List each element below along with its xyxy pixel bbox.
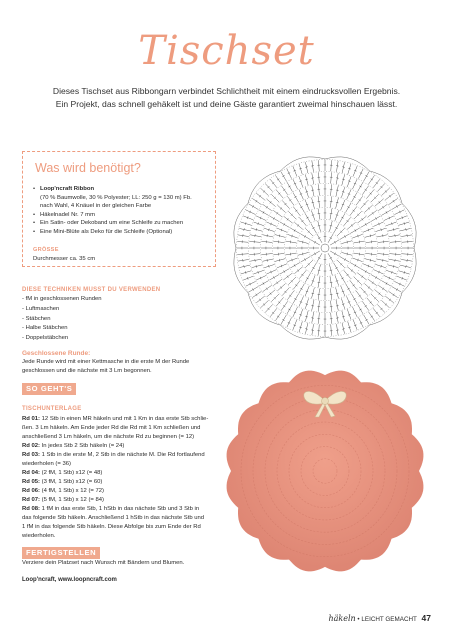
footer-section: LEICHT GEMACHT bbox=[361, 616, 417, 623]
round-instruction bbox=[22, 523, 226, 532]
round-label: Rd 06: bbox=[22, 488, 42, 494]
round-text: (5 fM, 1 Stb) x 12 (= 84) bbox=[41, 497, 105, 503]
round-label: Rd 05: bbox=[22, 479, 42, 485]
round-text: (2 fM, 1 Stb) x12 (= 48) bbox=[41, 470, 103, 476]
round-instruction bbox=[22, 451, 226, 460]
round-label: Rd 02: bbox=[22, 443, 42, 449]
page-number: 47 bbox=[421, 613, 431, 623]
placemat-photo bbox=[222, 353, 428, 573]
round-label: Rd 01: bbox=[22, 416, 42, 422]
finishing-text: Verziere dein Platzset nach Wunsch mit Bändern und Blumen. bbox=[22, 560, 185, 566]
intro-line: Dieses Tischset aus Ribbongarn verbindet Schlichtheit mit einem eindrucksvollen Ergebnis. bbox=[52, 86, 401, 96]
round-instruction bbox=[22, 415, 226, 424]
round-text: (4 fM, 1 Stb) x 12 (= 72) bbox=[41, 488, 105, 494]
round-text: anschließend 3 Lm häkeln, um die nächste Rd zu beginnen (= 12) bbox=[22, 434, 195, 440]
closed-rounds-heading: Geschlossene Runde: bbox=[22, 350, 91, 357]
round-instruction bbox=[22, 496, 226, 505]
materials-item-yarn-detail: (70 % Baumwolle, 30 % Polyester; LL: 250 g = 130 m) Fb. bbox=[40, 194, 192, 201]
round-text: wiederholen (= 36) bbox=[22, 461, 71, 467]
round-label: Rd 04: bbox=[22, 470, 42, 476]
techniques-section bbox=[22, 286, 226, 344]
finishing-label: FERTIGSTELLEN bbox=[22, 547, 100, 559]
materials-item-hook: • Häkelnadel Nr. 7 mm bbox=[33, 211, 211, 220]
materials-item-yarn-detail: nach Wahl, 4 Knäuel in der gleichen Farbe bbox=[40, 203, 152, 210]
credit-line: Loop'ncraft, www.loopncraft.com bbox=[22, 577, 117, 583]
round-instruction bbox=[22, 469, 226, 478]
round-instruction bbox=[22, 505, 226, 514]
technique-item: - Stäbchen bbox=[22, 315, 51, 322]
round-list bbox=[22, 415, 226, 541]
materials-box bbox=[22, 151, 216, 267]
closed-rounds-text: geschlossen und die nächste mit 3 Lm begonnen. bbox=[22, 368, 152, 374]
materials-item-flower: • Eine Mini-Blüte als Deko für die Schleife (Optional) bbox=[33, 228, 211, 237]
materials-heading: Was wird benötigt? bbox=[35, 161, 141, 175]
techniques-heading: DIESE TECHNIKEN MUSST DU VERWENDEN bbox=[22, 287, 161, 293]
round-label: Rd 07: bbox=[22, 497, 42, 503]
round-text: In jedes Stb 2 Stb häkeln (= 24) bbox=[41, 443, 125, 449]
round-label: Rd 08: bbox=[22, 506, 42, 512]
size-heading: GRÖSSE bbox=[33, 247, 59, 253]
technique-item: - Halbe Stäbchen bbox=[22, 325, 68, 332]
intro-text bbox=[20, 85, 433, 111]
technique-item: - fM in geschlossenen Runden bbox=[22, 296, 102, 302]
round-text: 1 fM in das folgende Stb häkeln. Diese Abfolge bis zum Ende der Rd bbox=[22, 524, 201, 530]
technique-item: - Luftmaschen bbox=[22, 305, 60, 312]
round-instruction bbox=[22, 478, 226, 487]
round-instruction bbox=[22, 514, 226, 523]
round-text: das folgende Stb häkeln. Anschließend 1 hStb in das nächste Stb und bbox=[22, 515, 205, 521]
footer-separator: • bbox=[357, 616, 360, 623]
page-footer bbox=[328, 613, 431, 623]
round-instruction bbox=[22, 532, 226, 541]
placemat-heading: TISCHUNTERLAGE bbox=[22, 406, 82, 412]
round-label: Rd 03: bbox=[22, 452, 42, 458]
closed-rounds-section bbox=[22, 349, 226, 376]
page-title: Tischset bbox=[138, 28, 315, 74]
size-value: Durchmesser ca. 35 cm bbox=[33, 256, 96, 262]
round-text: 12 Stb in einen MR häkeln und mit 1 Km in das erste Stb schlie- bbox=[41, 416, 209, 422]
materials-item-ribbon: • Ein Satin- oder Dekoband um eine Schleife zu machen bbox=[33, 219, 211, 228]
round-instruction bbox=[22, 460, 226, 469]
how-to-label: SO GEHT'S bbox=[22, 383, 76, 395]
round-text: (3 fM, 1 Stb) x12 (= 60) bbox=[41, 479, 103, 485]
crochet-diagram bbox=[230, 153, 420, 343]
closed-rounds-text: Jede Runde wird mit einer Kettmasche in die erste M der Runde bbox=[22, 359, 190, 365]
round-instruction bbox=[22, 442, 226, 451]
round-text: wiederholen. bbox=[22, 533, 56, 539]
technique-item: - Doppelstäbchen bbox=[22, 335, 69, 342]
instructions-section bbox=[22, 405, 226, 541]
round-instruction bbox=[22, 424, 226, 433]
round-instruction bbox=[22, 487, 226, 496]
materials-list bbox=[33, 185, 211, 237]
materials-item-yarn: • Loop'ncraft Ribbon bbox=[33, 185, 211, 194]
round-text: 1 fM in das erste Stb, 1 hStb in das nächste Stb und 3 Stb in bbox=[41, 506, 200, 512]
intro-line: Ein Projekt, das schnell gehäkelt ist und deine Gäste garantiert zweimal hinschauen lässt. bbox=[55, 99, 398, 109]
magazine-brand: häkeln bbox=[328, 614, 356, 623]
round-text: ßen. 3 Lm häkeln. Am Ende jeder Rd die Rd mit 1 Km schließen und bbox=[22, 425, 201, 431]
round-instruction bbox=[22, 433, 226, 442]
round-text: 1 Stb in die erste M, 2 Stb in die nächste M. Die Rd fortlaufend bbox=[41, 452, 205, 458]
